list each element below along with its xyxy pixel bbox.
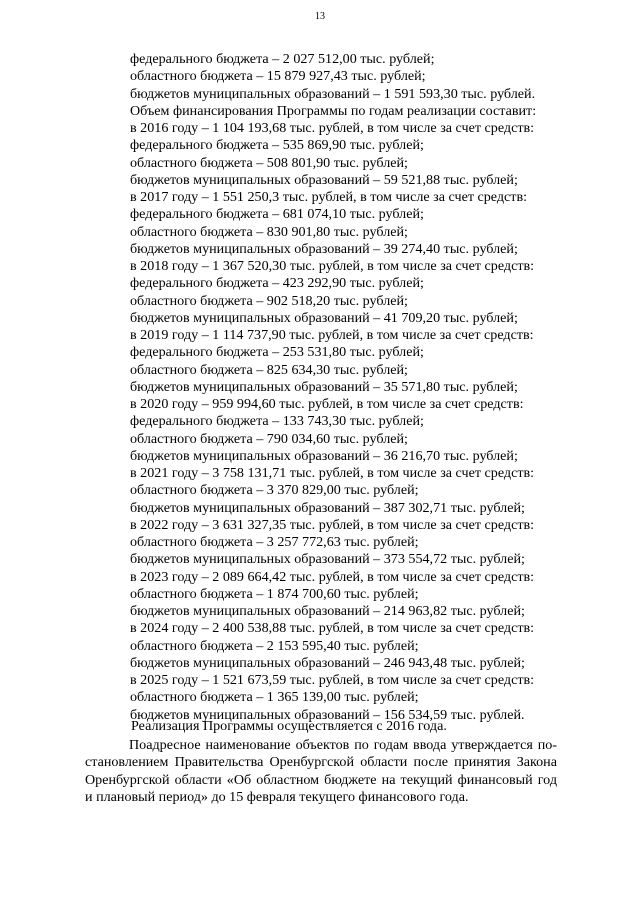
financing-line: областного бюджета – 830 901,80 тыс. рублей; [130,223,408,240]
financing-line: федерального бюджета – 253 531,80 тыс. рублей; [130,344,424,361]
financing-line: областного бюджета – 902 518,20 тыс. рублей; [130,292,408,309]
financing-line: бюджетов муниципальных образований – 59 521,88 тыс. рублей; [130,171,518,188]
financing-line: областного бюджета – 3 257 772,63 тыс. рублей; [130,534,419,550]
financing-line: областного бюджета – 508 801,90 тыс. рублей; [130,154,408,171]
financing-line: федерального бюджета – 133 743,30 тыс. рублей; [130,413,424,430]
financing-line: областного бюджета – 1 365 139,00 тыс. рублей; [130,689,419,706]
paragraph-line: и плановый период» до 15 февраля текущего финансового года. [85,788,469,805]
financing-line: областного бюджета – 15 879 927,43 тыс. рублей; [130,68,426,85]
financing-line: в 2021 году – 3 758 131,71 тыс. рублей, в том числе за счет средств: [130,465,535,481]
financing-line: федерального бюджета – 423 292,90 тыс. рублей; [130,275,424,292]
paragraph-line: Оренбургской области «Об областном бюджете на текущий финансовый год [85,771,557,788]
financing-line: бюджетов муниципальных образований – 41 709,20 тыс. рублей; [130,309,518,326]
financing-line: областного бюджета – 3 370 829,00 тыс. рублей; [130,482,419,499]
financing-line: в 2023 году – 2 089 664,42 тыс. рублей, в том числе за счет средств: [130,568,535,585]
objects-paragraph [85,737,557,806]
financing-line: бюджетов муниципальных образований – 373 554,72 тыс. рублей; [130,551,525,568]
financing-list [130,51,570,724]
financing-line: областного бюджета – 825 634,30 тыс. рублей; [130,361,408,378]
financing-line: бюджетов муниципальных образований – 1 591 593,30 тыс. рублей. [130,85,536,102]
financing-line: в 2016 году – 1 104 193,68 тыс. рублей, в том числе за счет средств: [130,120,535,136]
financing-line: областного бюджета – 790 034,60 тыс. рублей; [130,430,408,447]
page-number: 13 [315,11,325,22]
financing-line: бюджетов муниципальных образований – 35 571,80 тыс. рублей; [130,378,518,395]
financing-line: бюджетов муниципальных образований – 156 534,59 тыс. рублей. [130,706,525,723]
financing-line: областного бюджета – 1 874 700,60 тыс. рублей; [130,585,419,602]
financing-line: бюджетов муниципальных образований – 246 943,48 тыс. рублей; [130,654,525,671]
financing-line: в 2020 году – 959 994,60 тыс. рублей, в том числе за счет средств: [130,396,524,412]
financing-line: федерального бюджета – 681 074,10 тыс. рублей; [130,206,424,223]
financing-line: Объем финансирования Программы по годам реализации составит: [130,102,537,119]
financing-line: бюджетов муниципальных образований – 36 216,70 тыс. рублей; [130,447,518,464]
paragraph-line: становлением Правительства Оренбургской области после принятия Закона [85,754,557,771]
financing-line: бюджетов муниципальных образований – 387 302,71 тыс. рублей; [130,499,525,516]
financing-line: бюджетов муниципальных образований – 39 274,40 тыс. рублей; [130,240,518,257]
financing-line: в 2018 году – 1 367 520,30 тыс. рублей, в том числе за счет средств: [130,258,535,274]
program-start-sentence: Реализация Программы осуществляется с 2016 года. [131,718,447,734]
financing-line: в 2022 году – 3 631 327,35 тыс. рублей, в том числе за счет средств: [130,516,535,533]
financing-line: областного бюджета – 2 153 595,40 тыс. рублей; [130,637,419,654]
financing-line: федерального бюджета – 2 027 512,00 тыс. рублей; [130,51,435,67]
financing-line: в 2025 году – 1 521 673,59 тыс. рублей, в том числе за счет средств: [130,672,535,688]
financing-line: в 2017 году – 1 551 250,3 тыс. рублей, в том числе за счет средств: [130,189,528,205]
financing-line: федерального бюджета – 535 869,90 тыс. рублей; [130,137,424,154]
paragraph-line: Поадресное наименование объектов по годам ввода утверждается по- [129,737,557,753]
financing-line: бюджетов муниципальных образований – 214 963,82 тыс. рублей; [130,603,525,619]
financing-line: в 2024 году – 2 400 538,88 тыс. рублей, в том числе за счет средств: [130,620,535,637]
financing-line: в 2019 году – 1 114 737,90 тыс. рублей, в том числе за счет средств: [130,327,534,343]
